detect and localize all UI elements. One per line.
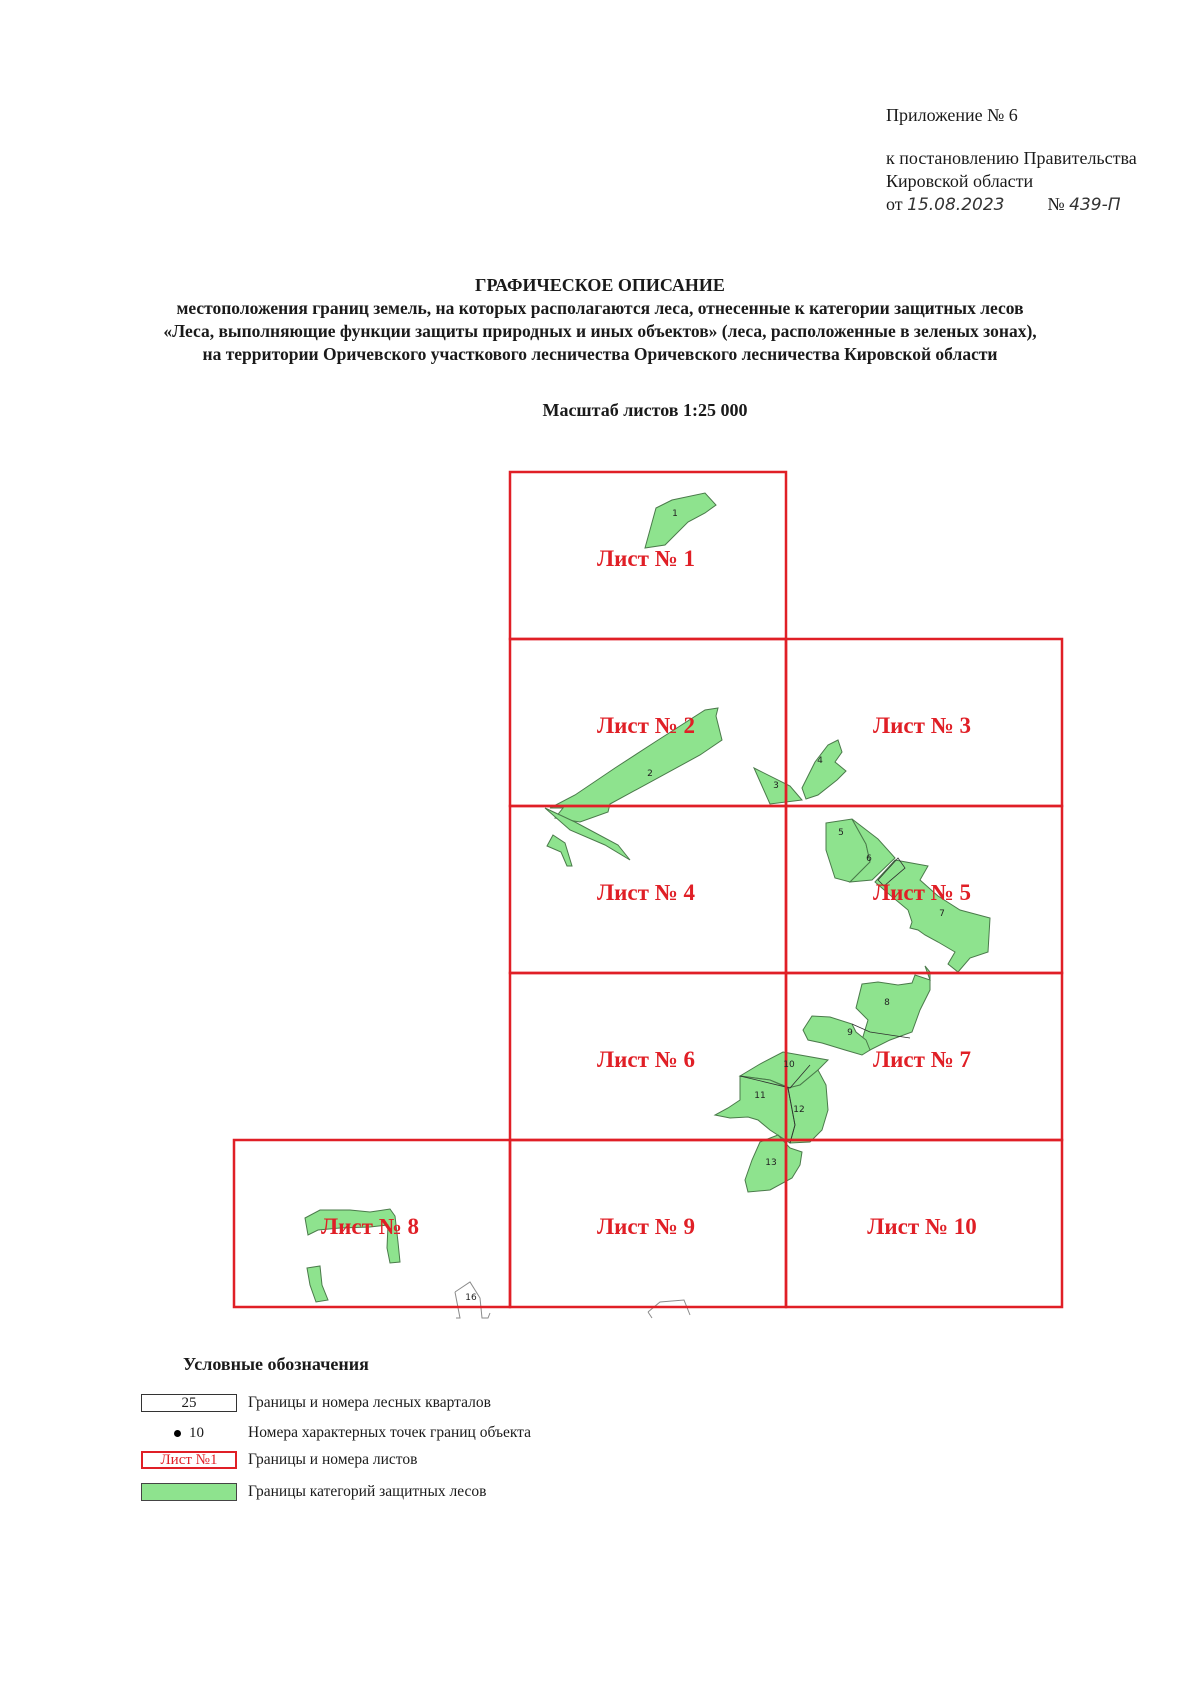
quarter-boundary-sheet9: [648, 1300, 690, 1318]
forest-area-8: [856, 966, 930, 1050]
appendix-region-line: Кировской области: [886, 171, 1034, 191]
area-label-6: 6: [866, 854, 872, 864]
sheet-labels: [321, 546, 977, 1239]
date-prefix: от: [886, 194, 903, 214]
sheet-label-4: Лист № 4: [596, 880, 696, 905]
forest-area-4: [802, 740, 846, 799]
area-label-3: 3: [773, 781, 779, 791]
legend-point-text: Номера характерных точек границ объекта: [248, 1424, 532, 1441]
legend-sheet-text: Границы и номера листов: [248, 1451, 418, 1468]
forest-area-1: [645, 493, 716, 548]
sheet-label-3: Лист № 3: [872, 713, 972, 738]
area-label-5: 5: [838, 828, 844, 838]
appendix-ref-line: к постановлению Правительства: [886, 148, 1137, 168]
title-line-4: на территории Оричевского участкового лесничества Оричевского лесничества Кировской области: [202, 344, 998, 364]
area-label-16: 16: [465, 1293, 477, 1303]
sheet-label-10: Лист № 10: [867, 1214, 977, 1239]
scale-label: Масштаб листов 1:25 000: [542, 400, 748, 420]
area-label-12: 12: [793, 1105, 805, 1115]
legend-point-swatch: [141, 1424, 237, 1442]
legend-point-sample: 10: [189, 1424, 204, 1441]
quarter-boundaries: [455, 1282, 690, 1318]
legend-row-quarters: [141, 1393, 491, 1413]
sheet-label-7: Лист № 7: [872, 1047, 972, 1072]
date-value: 15.08.2023: [907, 195, 1005, 215]
sheet-label-2: Лист № 2: [596, 713, 696, 738]
legend-forest-swatch: [141, 1483, 237, 1501]
forest-area-7: [872, 860, 990, 972]
legend-row-sheets: [141, 1450, 417, 1470]
title-line-3: «Леса, выполняющие функции защиты природных и иных объектов» (леса, расположенные в зеленых зонах),: [163, 321, 1037, 341]
legend-row-forest: [141, 1482, 486, 1502]
sheet-label-1: Лист № 1: [596, 546, 696, 571]
sheet-label-6: Лист № 6: [596, 1047, 696, 1072]
appendix-number: Приложение № 6: [886, 105, 1018, 125]
legend-row-points: [141, 1423, 531, 1443]
area-label-10: 10: [783, 1060, 795, 1070]
area-label-1: 1: [672, 509, 678, 519]
area-label-7: 7: [939, 909, 945, 919]
title-line-2: местоположения границ земель, на которых располагаются леса, отнесенные к категории защитных лесов: [176, 298, 1024, 318]
area-label-9: 9: [847, 1028, 853, 1038]
sheet-label-5: Лист № 5: [872, 880, 972, 905]
area-label-13: 13: [765, 1158, 777, 1168]
forest-area-sheet8-south: [307, 1266, 328, 1302]
legend-title: Условные обозначения: [183, 1354, 369, 1374]
number-prefix: №: [1047, 194, 1065, 214]
title-main: ГРАФИЧЕСКОЕ ОПИСАНИЕ: [475, 275, 725, 295]
sheet-label-9: Лист № 9: [596, 1214, 696, 1239]
sheet-label-8: Лист № 8: [320, 1214, 420, 1239]
point-dot-icon: [174, 1430, 181, 1437]
area-label-2: 2: [647, 769, 653, 779]
number-value: 439-П: [1069, 195, 1121, 215]
legend-quarter-text: Границы и номера лесных кварталов: [248, 1394, 491, 1411]
forest-area-9: [803, 1016, 870, 1055]
legend-forest-text: Границы категорий защитных лесов: [248, 1483, 487, 1500]
legend-quarter-swatch: 25: [141, 1394, 237, 1412]
area-label-11: 11: [754, 1091, 766, 1101]
forest-area-2-fragment: [547, 835, 572, 866]
area-labels: [465, 509, 945, 1303]
area-label-4: 4: [817, 756, 823, 766]
legend-sheet-swatch: Лист №1: [141, 1451, 237, 1469]
area-label-8: 8: [884, 998, 890, 1008]
